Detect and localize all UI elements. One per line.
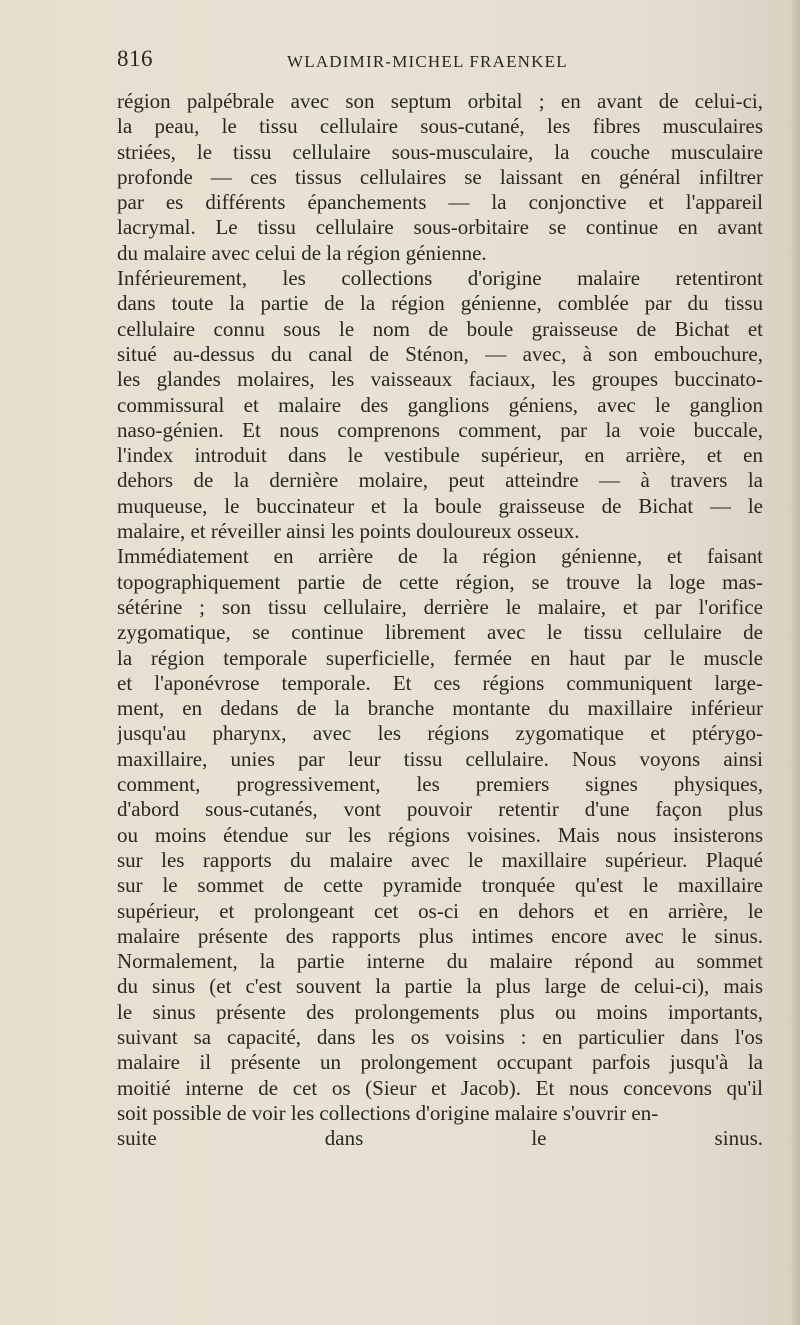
text-line: jusqu'au pharynx, avec les régions zygomatique et ptérygo- bbox=[117, 721, 763, 746]
text-line: les glandes molaires, les vaisseaux faciaux, les groupes buccinato- bbox=[117, 367, 763, 392]
body-text bbox=[117, 89, 763, 1151]
text-line: région palpébrale avec son septum orbital ; en avant de celui-ci, bbox=[117, 89, 763, 113]
text-line: du sinus (et c'est souvent la partie la plus large de celui-ci), mais bbox=[117, 974, 763, 999]
text-line: lacrymal. Le tissu cellulaire sous-orbitaire se continue en avant bbox=[117, 215, 763, 240]
text-line: la région temporale superficielle, fermée en haut par le muscle bbox=[117, 645, 763, 670]
text-line: l'index introduit dans le vestibule supérieur, en arrière, et en bbox=[117, 443, 763, 468]
text-line: malaire, et réveiller ainsi les points douloureux osseux. bbox=[117, 519, 580, 544]
text-line: sur le sommet de cette pyramide tronquée qu'est le maxillaire bbox=[117, 873, 763, 898]
page-edge-shadow bbox=[790, 0, 800, 1325]
text-line: et l'aponévrose temporale. Et ces régions communiquent large- bbox=[117, 670, 763, 695]
text-line: commissural et malaire des ganglions géniens, avec le ganglion bbox=[117, 392, 763, 417]
text-line: naso-génien. Et nous comprenons comment, par la voie buccale, bbox=[117, 417, 763, 442]
text-line: dehors de la dernière molaire, peut atteindre — à travers la bbox=[117, 468, 763, 493]
text-line: topographiquement partie de cette région, se trouve la loge mas- bbox=[117, 569, 763, 594]
text-line: suite dans le sinus. bbox=[117, 1126, 763, 1151]
text-line: par es différents épanchements — la conjonctive et l'appareil bbox=[117, 190, 763, 215]
text-line: striées, le tissu cellulaire sous-musculaire, la couche musculaire bbox=[117, 139, 763, 164]
page-header bbox=[117, 46, 761, 78]
text-line: moitié interne de cet os (Sieur et Jacob). Et nous concevons qu'il bbox=[117, 1075, 763, 1100]
text-line: suivant sa capacité, dans les os voisins : en particulier dans l'os bbox=[117, 1024, 763, 1049]
text-line: Inférieurement, les collections d'origine malaire retentiront bbox=[117, 266, 763, 291]
text-line: soit possible de voir les collections d'origine malaire s'ouvrir en- bbox=[117, 1100, 659, 1125]
text-line: malaire présente des rapports plus intimes encore avec le sinus. bbox=[117, 923, 763, 948]
text-line: maxillaire, unies par leur tissu cellulaire. Nous voyons ainsi bbox=[117, 746, 763, 771]
text-line: dans toute la partie de la région génienne, comblée par du tissu bbox=[117, 291, 763, 316]
text-line: supérieur, et prolongeant cet os-ci en dehors et en arrière, le bbox=[117, 898, 763, 923]
text-line: Immédiatement en arrière de la région génienne, et faisant bbox=[117, 544, 763, 569]
text-line: comment, progressivement, les premiers signes physiques, bbox=[117, 772, 763, 797]
text-line: ou moins étendue sur les régions voisines. Mais nous insisterons bbox=[117, 822, 763, 847]
text-line: Normalement, la partie interne du malaire répond au sommet bbox=[117, 949, 763, 974]
page-number: 816 bbox=[117, 46, 153, 71]
text-line: sétérine ; son tissu cellulaire, derrière le malaire, et par l'orifice bbox=[117, 594, 763, 619]
text-line: zygomatique, se continue librement avec le tissu cellulaire de bbox=[117, 620, 763, 645]
text-line: sur les rapports du malaire avec le maxillaire supérieur. Plaqué bbox=[117, 847, 763, 872]
text-line: profonde — ces tissus cellulaires se laissant en général infiltrer bbox=[117, 164, 763, 189]
text-line: ment, en dedans de la branche montante du maxillaire inférieur bbox=[117, 696, 763, 721]
text-line: d'abord sous-cutanés, vont pouvoir retentir d'une façon plus bbox=[117, 797, 763, 822]
text-line: muqueuse, le buccinateur et la boule graisseuse de Bichat — le bbox=[117, 493, 763, 518]
text-line: la peau, le tissu cellulaire sous-cutané, les fibres musculaires bbox=[117, 114, 763, 139]
text-line: cellulaire connu sous le nom de boule graisseuse de Bichat et bbox=[117, 316, 763, 341]
text-line: malaire il présente un prolongement occupant parfois jusqu'à la bbox=[117, 1050, 763, 1075]
running-title: WLADIMIR-MICHEL FRAENKEL bbox=[287, 52, 568, 71]
text-line: situé au-dessus du canal de Sténon, — avec, à son embouchure, bbox=[117, 341, 763, 366]
text-line: le sinus présente des prolongements plus ou moins importants, bbox=[117, 999, 763, 1024]
text-line: du malaire avec celui de la région génienne. bbox=[117, 240, 487, 265]
